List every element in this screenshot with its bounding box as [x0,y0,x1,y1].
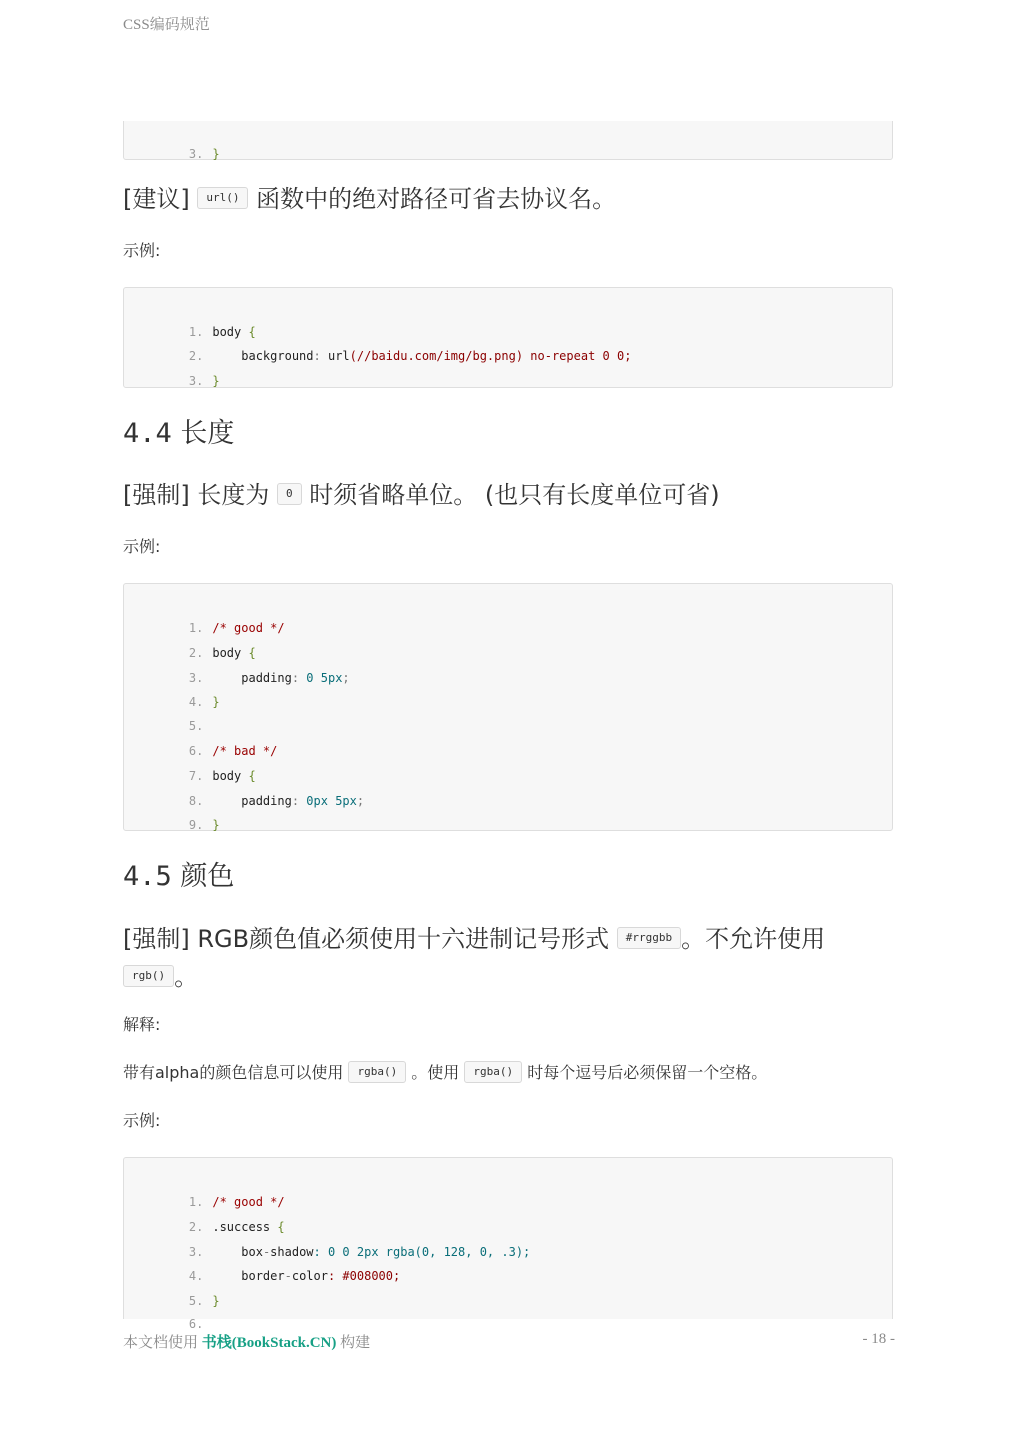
inline-code: url() [197,187,248,209]
code-token: { [248,769,256,783]
code-line [124,323,632,363]
rule-prefix: [建议] [123,185,198,213]
code-token: : [291,794,307,808]
code-comment: /* good */ [212,621,285,635]
footer-brand-link[interactable]: 书栈(BookStack.CN) [201,1335,337,1351]
example-label: 示例: [123,1111,161,1130]
explain-part: 带有alpha的颜色信息可以使用 [123,1063,349,1082]
code-line [124,299,256,339]
section-heading-4-5 [123,859,234,895]
line-number: 1. [188,1195,204,1209]
line-number: 2. [188,1220,204,1234]
line-number: 4. [188,695,204,709]
code-token: .success [212,1220,278,1234]
line-number: 6. [188,744,204,758]
code-token: } [212,374,220,388]
code-token: } [212,147,220,161]
code-token: { [248,646,256,660]
code-token: color [291,1269,328,1283]
line-number: 3. [188,1245,204,1259]
code-line [124,1194,285,1234]
line-number: 1. [188,621,204,635]
code-line [124,792,220,832]
line-number: 2. [188,349,204,363]
line-number: 8. [188,794,204,808]
code-line [124,743,256,783]
section-number: 4.4 [123,418,172,449]
code-block-url-example [123,287,893,388]
code-token: : [313,349,328,363]
code-token: url [327,349,350,363]
rule-text: 。 [174,963,199,991]
code-token: } [212,818,220,832]
explain-part: 。使用 [406,1063,465,1082]
line-number: 2. [188,646,204,660]
rule-heading-url [123,182,616,216]
code-line [124,645,350,685]
line-number: 5. [188,1294,204,1308]
code-token: : 0 0 2px rgba(0, 128, 0, .3); [313,1245,531,1259]
code-token: body [212,769,249,783]
code-token: { [277,1220,285,1234]
rule-text: 时须省略单位。 (也只有长度单位可省) [309,481,720,509]
code-line [124,348,220,388]
inline-code: 0 [277,483,302,505]
code-block-continued [123,121,893,160]
rule-heading-color [123,922,825,956]
code-line [124,768,365,808]
line-number: 4. [188,1269,204,1283]
code-token: : #008000; [327,1269,401,1283]
code-token: } [212,695,220,709]
footer-prefix: 本文档使用 [123,1335,202,1351]
section-number: 4.5 [123,861,172,892]
code-token: padding [212,671,292,685]
code-token: ; [342,671,350,685]
rule-prefix: [强制] RGB颜色值必须使用十六进制记号形式 [123,925,617,953]
line-number: 1. [188,325,204,339]
section-heading-4-4 [123,416,234,452]
inline-code: rgba() [348,1061,406,1083]
code-token: } [212,1294,220,1308]
code-token: box [212,1245,263,1259]
example-label: 示例: [123,537,161,556]
inline-code: rgb() [123,965,174,987]
rule-text: 函数中的绝对路径可省去协议名。 [256,185,617,213]
code-comment: /* good */ [212,1195,285,1209]
code-token: : [291,671,307,685]
inline-code: rgba() [464,1061,522,1083]
code-line [124,693,212,733]
code-comment: /* bad */ [212,744,278,758]
line-number: 9. [188,818,204,832]
code-token: ; [356,794,365,808]
code-token: - [284,1269,292,1283]
rule-text: 。不允许使用 [681,925,826,953]
code-line [124,620,256,660]
code-line [124,1268,220,1308]
rule-heading-color-cont [123,960,198,994]
code-token: border [212,1269,285,1283]
code-line [124,718,278,758]
code-block-length-example [123,583,893,831]
explain-text [123,1061,767,1085]
footer-credit [123,1331,370,1352]
code-token: body [212,646,249,660]
footer-suffix: 构建 [336,1335,371,1351]
code-line [124,1243,401,1283]
page-number: - 18 - [862,1331,895,1347]
example-label: 示例: [123,241,161,260]
code-token: - [262,1245,271,1259]
explain-label: 解释: [123,1015,161,1034]
code-token: shadow [270,1245,314,1259]
code-token: body [212,325,249,339]
code-line [124,121,220,161]
code-line [124,1169,285,1209]
line-number: 3. [188,374,204,388]
rule-prefix: [强制] 长度为 [123,481,277,509]
code-token: 0 5px [306,671,343,685]
code-token: { [248,325,256,339]
code-line [124,1291,212,1331]
line-number: 3. [188,147,204,161]
document-header-title: CSS编码规范 [123,17,210,33]
line-number: 7. [188,769,204,783]
rule-heading-length [123,478,720,512]
line-number: 6. [188,1317,204,1331]
code-block-color-example [123,1157,893,1331]
inline-code: #rrggbb [617,927,681,949]
code-token: background [212,349,314,363]
code-line [124,1219,531,1259]
code-line [124,669,220,709]
code-line [124,595,285,635]
line-number: 5. [188,719,204,733]
section-title: 颜色 [180,861,235,892]
explain-part: 时每个逗号后必须保留一个空格。 [527,1063,768,1082]
code-token: (//baidu.com/img/bg.png) no-repeat 0 0; [349,349,632,363]
section-title: 长度 [180,418,235,449]
code-token: padding [212,794,292,808]
code-token: 0px 5px [306,794,357,808]
line-number: 3. [188,671,204,685]
